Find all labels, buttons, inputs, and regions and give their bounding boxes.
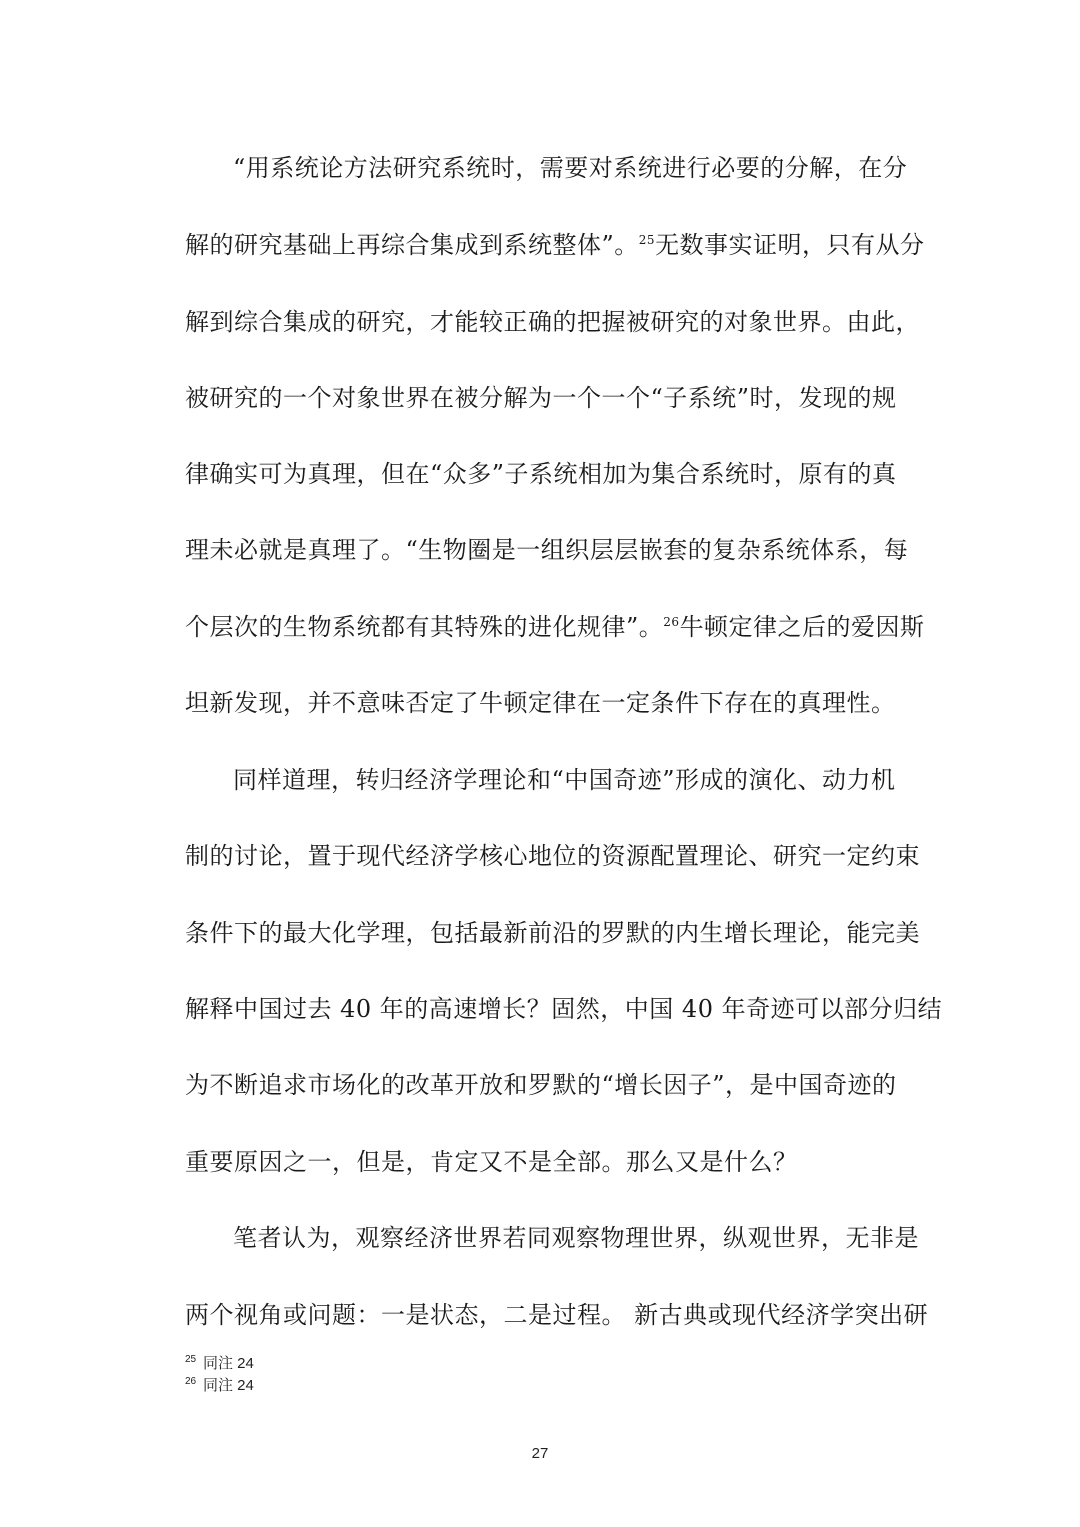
body-line (233, 760, 895, 800)
footnote: 26 同注 24 (185, 1376, 254, 1394)
footnote-text: 同注 24 (203, 1377, 254, 1394)
text: “用系统论方法研究系统时，需要对系统进行必要的分解，在分 (233, 154, 908, 182)
body-line (185, 530, 909, 570)
footnote-ref: 25 (638, 233, 656, 247)
body-line (233, 1218, 919, 1258)
body-line (185, 378, 895, 418)
text: 无数事实证明，只有从分 (655, 231, 925, 259)
text: 个层次的生物系统都有其特殊的进化规律”。 (185, 613, 664, 641)
text: 理未必就是真理了。“生物圈是一组织层层嵌套的复杂系统体系，每 (185, 536, 909, 564)
text: 解的研究基础上再综合集成到系统整体”。 (185, 231, 639, 259)
body-line (185, 913, 920, 953)
body-line (185, 1295, 929, 1335)
footnote-ref: 26 (663, 615, 680, 629)
text: 两个视角或问题：一是状态，二是过程。 新古典或现代经济学突出研 (185, 1301, 929, 1329)
body-line (185, 225, 925, 265)
text: 为不断追求市场化的改革开放和罗默的“增长因子”，是中国奇迹的 (185, 1071, 897, 1099)
text: 解释中国过去 40 年的高速增长？固然，中国 40 年奇迹可以部分归结 (185, 995, 943, 1023)
body-line (233, 148, 908, 188)
body-line (185, 302, 920, 342)
page-number: 27 (531, 1445, 549, 1462)
text: 制的讨论，置于现代经济学核心地位的资源配置理论、研究一定约束 (185, 842, 920, 870)
body-line (185, 1065, 895, 1105)
body-line (185, 607, 925, 647)
text: 解到综合集成的研究，才能较正确的把握被研究的对象世界。由此， (185, 308, 920, 336)
body-line (185, 836, 920, 876)
text: 被研究的一个对象世界在被分解为一个一个“子系统”时，发现的规 (185, 384, 897, 412)
text: 坦新发现，并不意味否定了牛顿定律在一定条件下存在的真理性。 (185, 689, 896, 717)
text: 同样道理，转归经济学理论和“中国奇迹”形成的演化、动力机 (233, 766, 896, 794)
body-line (185, 1142, 895, 1182)
text: 牛顿定律之后的爱因斯 (679, 613, 925, 641)
body-line (185, 454, 895, 494)
text: 笔者认为，观察经济世界若同观察物理世界，纵观世界，无非是 (233, 1224, 919, 1252)
body-line (185, 989, 943, 1029)
text: 条件下的最大化学理，包括最新前沿的罗默的内生增长理论，能完美 (185, 919, 920, 947)
body-line (185, 683, 895, 723)
footnote-text: 同注 24 (203, 1355, 254, 1372)
text: 重要原因之一，但是，肯定又不是全部。那么又是什么？ (185, 1148, 798, 1176)
text: 律确实可为真理，但在“众多”子系统相加为集合系统时，原有的真 (185, 460, 897, 488)
footnote: 25 同注 24 (185, 1354, 254, 1372)
